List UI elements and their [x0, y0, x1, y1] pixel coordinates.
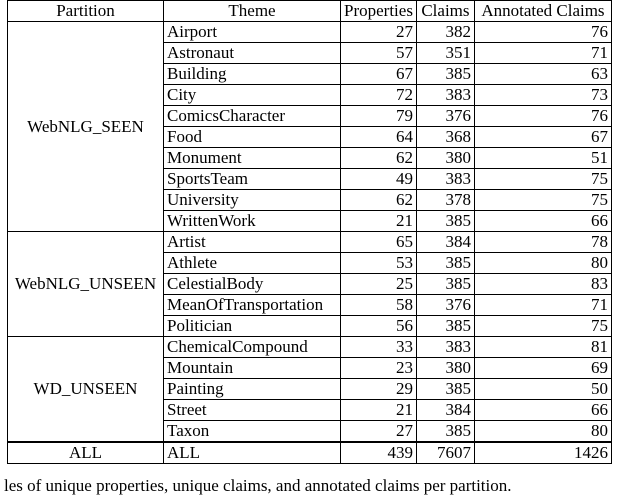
annotated-claims-cell: 71 [474, 43, 611, 64]
claims-cell: 385 [416, 316, 474, 337]
annotated-claims-cell: 80 [474, 421, 611, 443]
annotated-claims-cell: 76 [474, 106, 611, 127]
theme-cell: Street [164, 400, 341, 421]
theme-cell: CelestialBody [164, 274, 341, 295]
partition-cell: WebNLG_UNSEEN [8, 232, 164, 337]
partition-cell: WebNLG_SEEN [8, 22, 164, 232]
theme-cell: Politician [164, 316, 341, 337]
header-theme: Theme [164, 1, 341, 22]
claims-cell: 385 [416, 253, 474, 274]
claims-cell: 383 [416, 85, 474, 106]
table-row [8, 337, 612, 358]
table-body [8, 22, 612, 464]
header-annotated-claims: Annotated Claims [474, 1, 611, 22]
annotated-claims-cell: 78 [474, 232, 611, 253]
properties-cell: 27 [341, 421, 417, 443]
total-partition-cell: ALL [8, 442, 164, 464]
theme-cell: Astronaut [164, 43, 341, 64]
theme-cell: Airport [164, 22, 341, 43]
properties-cell: 64 [341, 127, 417, 148]
claims-cell: 385 [416, 64, 474, 85]
properties-cell: 33 [341, 337, 417, 358]
theme-cell: Taxon [164, 421, 341, 443]
claims-cell: 378 [416, 190, 474, 211]
theme-cell: ComicsCharacter [164, 106, 341, 127]
annotated-claims-cell: 63 [474, 64, 611, 85]
theme-cell: Mountain [164, 358, 341, 379]
total-claims-cell: 7607 [416, 442, 474, 464]
theme-cell: WrittenWork [164, 211, 341, 232]
annotated-claims-cell: 51 [474, 148, 611, 169]
annotated-claims-cell: 50 [474, 379, 611, 400]
properties-cell: 29 [341, 379, 417, 400]
properties-cell: 23 [341, 358, 417, 379]
table-row [8, 232, 612, 253]
claims-cell: 384 [416, 232, 474, 253]
theme-cell: Athlete [164, 253, 341, 274]
properties-cell: 79 [341, 106, 417, 127]
annotated-claims-cell: 75 [474, 190, 611, 211]
theme-cell: Monument [164, 148, 341, 169]
total-properties-cell: 439 [341, 442, 417, 464]
theme-cell: University [164, 190, 341, 211]
properties-cell: 27 [341, 22, 417, 43]
theme-cell: Artist [164, 232, 341, 253]
claims-cell: 382 [416, 22, 474, 43]
annotated-claims-cell: 67 [474, 127, 611, 148]
theme-cell: ChemicalCompound [164, 337, 341, 358]
statistics-table [7, 0, 612, 464]
annotated-claims-cell: 66 [474, 400, 611, 421]
claims-cell: 385 [416, 274, 474, 295]
total-theme-cell: ALL [164, 442, 341, 464]
theme-cell: Food [164, 127, 341, 148]
annotated-claims-cell: 66 [474, 211, 611, 232]
claims-cell: 383 [416, 169, 474, 190]
properties-cell: 49 [341, 169, 417, 190]
annotated-claims-cell: 75 [474, 169, 611, 190]
theme-cell: MeanOfTransportation [164, 295, 341, 316]
annotated-claims-cell: 69 [474, 358, 611, 379]
properties-cell: 67 [341, 64, 417, 85]
claims-cell: 384 [416, 400, 474, 421]
claims-cell: 376 [416, 106, 474, 127]
header-properties: Properties [341, 1, 417, 22]
properties-cell: 72 [341, 85, 417, 106]
properties-cell: 57 [341, 43, 417, 64]
claims-cell: 383 [416, 337, 474, 358]
properties-cell: 58 [341, 295, 417, 316]
claims-cell: 385 [416, 211, 474, 232]
annotated-claims-cell: 75 [474, 316, 611, 337]
claims-cell: 385 [416, 379, 474, 400]
annotated-claims-cell: 80 [474, 253, 611, 274]
annotated-claims-cell: 73 [474, 85, 611, 106]
header-partition: Partition [8, 1, 164, 22]
annotated-claims-cell: 76 [474, 22, 611, 43]
annotated-claims-cell: 71 [474, 295, 611, 316]
properties-cell: 21 [341, 400, 417, 421]
properties-cell: 21 [341, 211, 417, 232]
theme-cell: Painting [164, 379, 341, 400]
properties-cell: 65 [341, 232, 417, 253]
caption-text: les of unique properties, unique claims, and annotated claims per partition. [4, 476, 512, 495]
header-row [8, 1, 612, 22]
properties-cell: 53 [341, 253, 417, 274]
claims-cell: 380 [416, 358, 474, 379]
table-row [8, 22, 612, 43]
properties-cell: 25 [341, 274, 417, 295]
total-annotated-claims-cell: 1426 [474, 442, 611, 464]
header-claims: Claims [416, 1, 474, 22]
total-row [8, 442, 612, 464]
claims-cell: 351 [416, 43, 474, 64]
claims-cell: 380 [416, 148, 474, 169]
partition-cell: WD_UNSEEN [8, 337, 164, 443]
annotated-claims-cell: 83 [474, 274, 611, 295]
theme-cell: SportsTeam [164, 169, 341, 190]
theme-cell: City [164, 85, 341, 106]
annotated-claims-cell: 81 [474, 337, 611, 358]
properties-cell: 56 [341, 316, 417, 337]
theme-cell: Building [164, 64, 341, 85]
claims-cell: 385 [416, 421, 474, 443]
claims-cell: 376 [416, 295, 474, 316]
claims-cell: 368 [416, 127, 474, 148]
properties-cell: 62 [341, 190, 417, 211]
properties-cell: 62 [341, 148, 417, 169]
